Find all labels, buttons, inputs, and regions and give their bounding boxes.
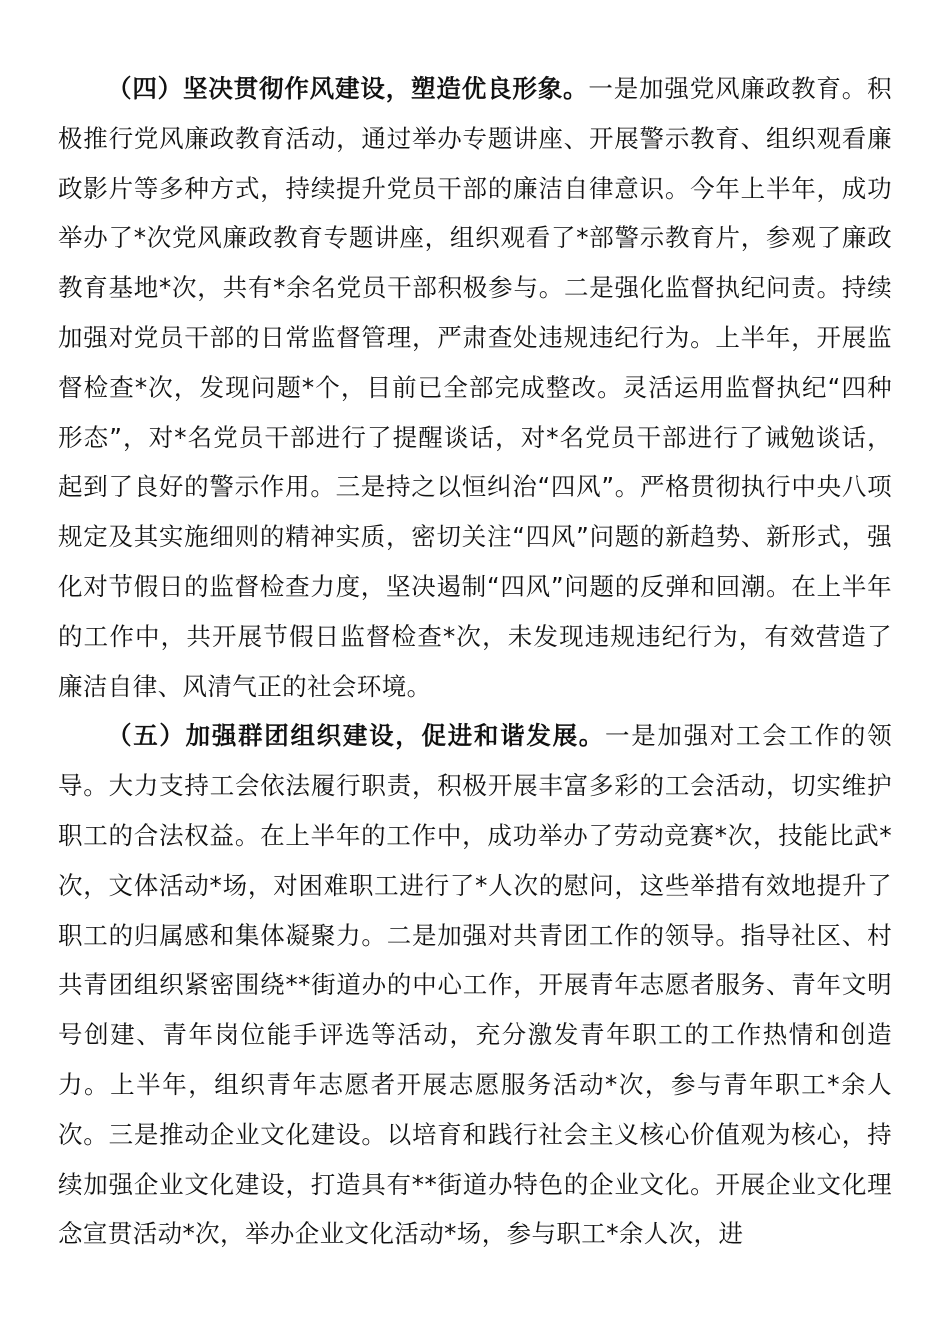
- section-5-heading: （五）加强群团组织建设，促进和谐发展。: [107, 721, 605, 751]
- paragraph-section-4: [58, 64, 892, 711]
- section-4-heading: （四）坚决贯彻作风建设，塑造优良形象。: [107, 74, 589, 103]
- section-4-body: 一是加强党风廉政教育。积极推行党风廉政教育活动，通过举办专题讲座、开展警示教育、组织观看廉政影片等多种方式，持续提升党员干部的廉洁自律意识。今年上半年，成功举办了*次党风廉政教育专题讲座，组织观看了*部警示教育片，参观了廉政教育基地*次，共有*余名党员干部积极参与。二是强化监督执纪问责。持续加强对党员干部的日常监督管理，严肃查处违规违纪行为。上半年，开展监督检查*次，发现问题*个，目前已全部完成整改。灵活运用监督执纪“四种形态”，对*名党员干部进行了提醒谈话，对*名党员干部进行了诫勉谈话，起到了良好的警示作用。三是持之以恒纠治“四风”。严格贯彻执行中央八项规定及其实施细则的精神实质，密切关注“四风”问题的新趋势、新形式，强化对节假日的监督检查力度，坚决遏制“四风”问题的反弹和回潮。在上半年的工作中，共开展节假日监督检查*次，未发现违规违纪行为，有效营造了廉洁自律、风清气正的社会环境。: [58, 74, 892, 701]
- paragraph-section-5: [58, 711, 892, 1259]
- section-5-body: 一是加强对工会工作的领导。大力支持工会依法履行职责，积极开展丰富多彩的工会活动，切实维护职工的合法权益。在上半年的工作中，成功举办了劳动竞赛*次，技能比武*次，文体活动*场，对困难职工进行了*人次的慰问，这些举措有效地提升了职工的归属感和集体凝聚力。二是加强对共青团工作的领导。指导社区、村共青团组织紧密围绕**街道办的中心工作，开展青年志愿者服务、青年文明号创建、青年岗位能手评选等活动，充分激发青年职工的工作热情和创造力。上半年，组织青年志愿者开展志愿服务活动*次，参与青年职工*余人次。三是推动企业文化建设。以培育和践行社会主义核心价值观为核心，持续加强企业文化建设，打造具有**街道办特色的企业文化。开展企业文化理念宣贯活动*次，举办企业文化活动*场，参与职工*余人次，进: [58, 721, 892, 1249]
- document-page: [58, 64, 892, 1259]
